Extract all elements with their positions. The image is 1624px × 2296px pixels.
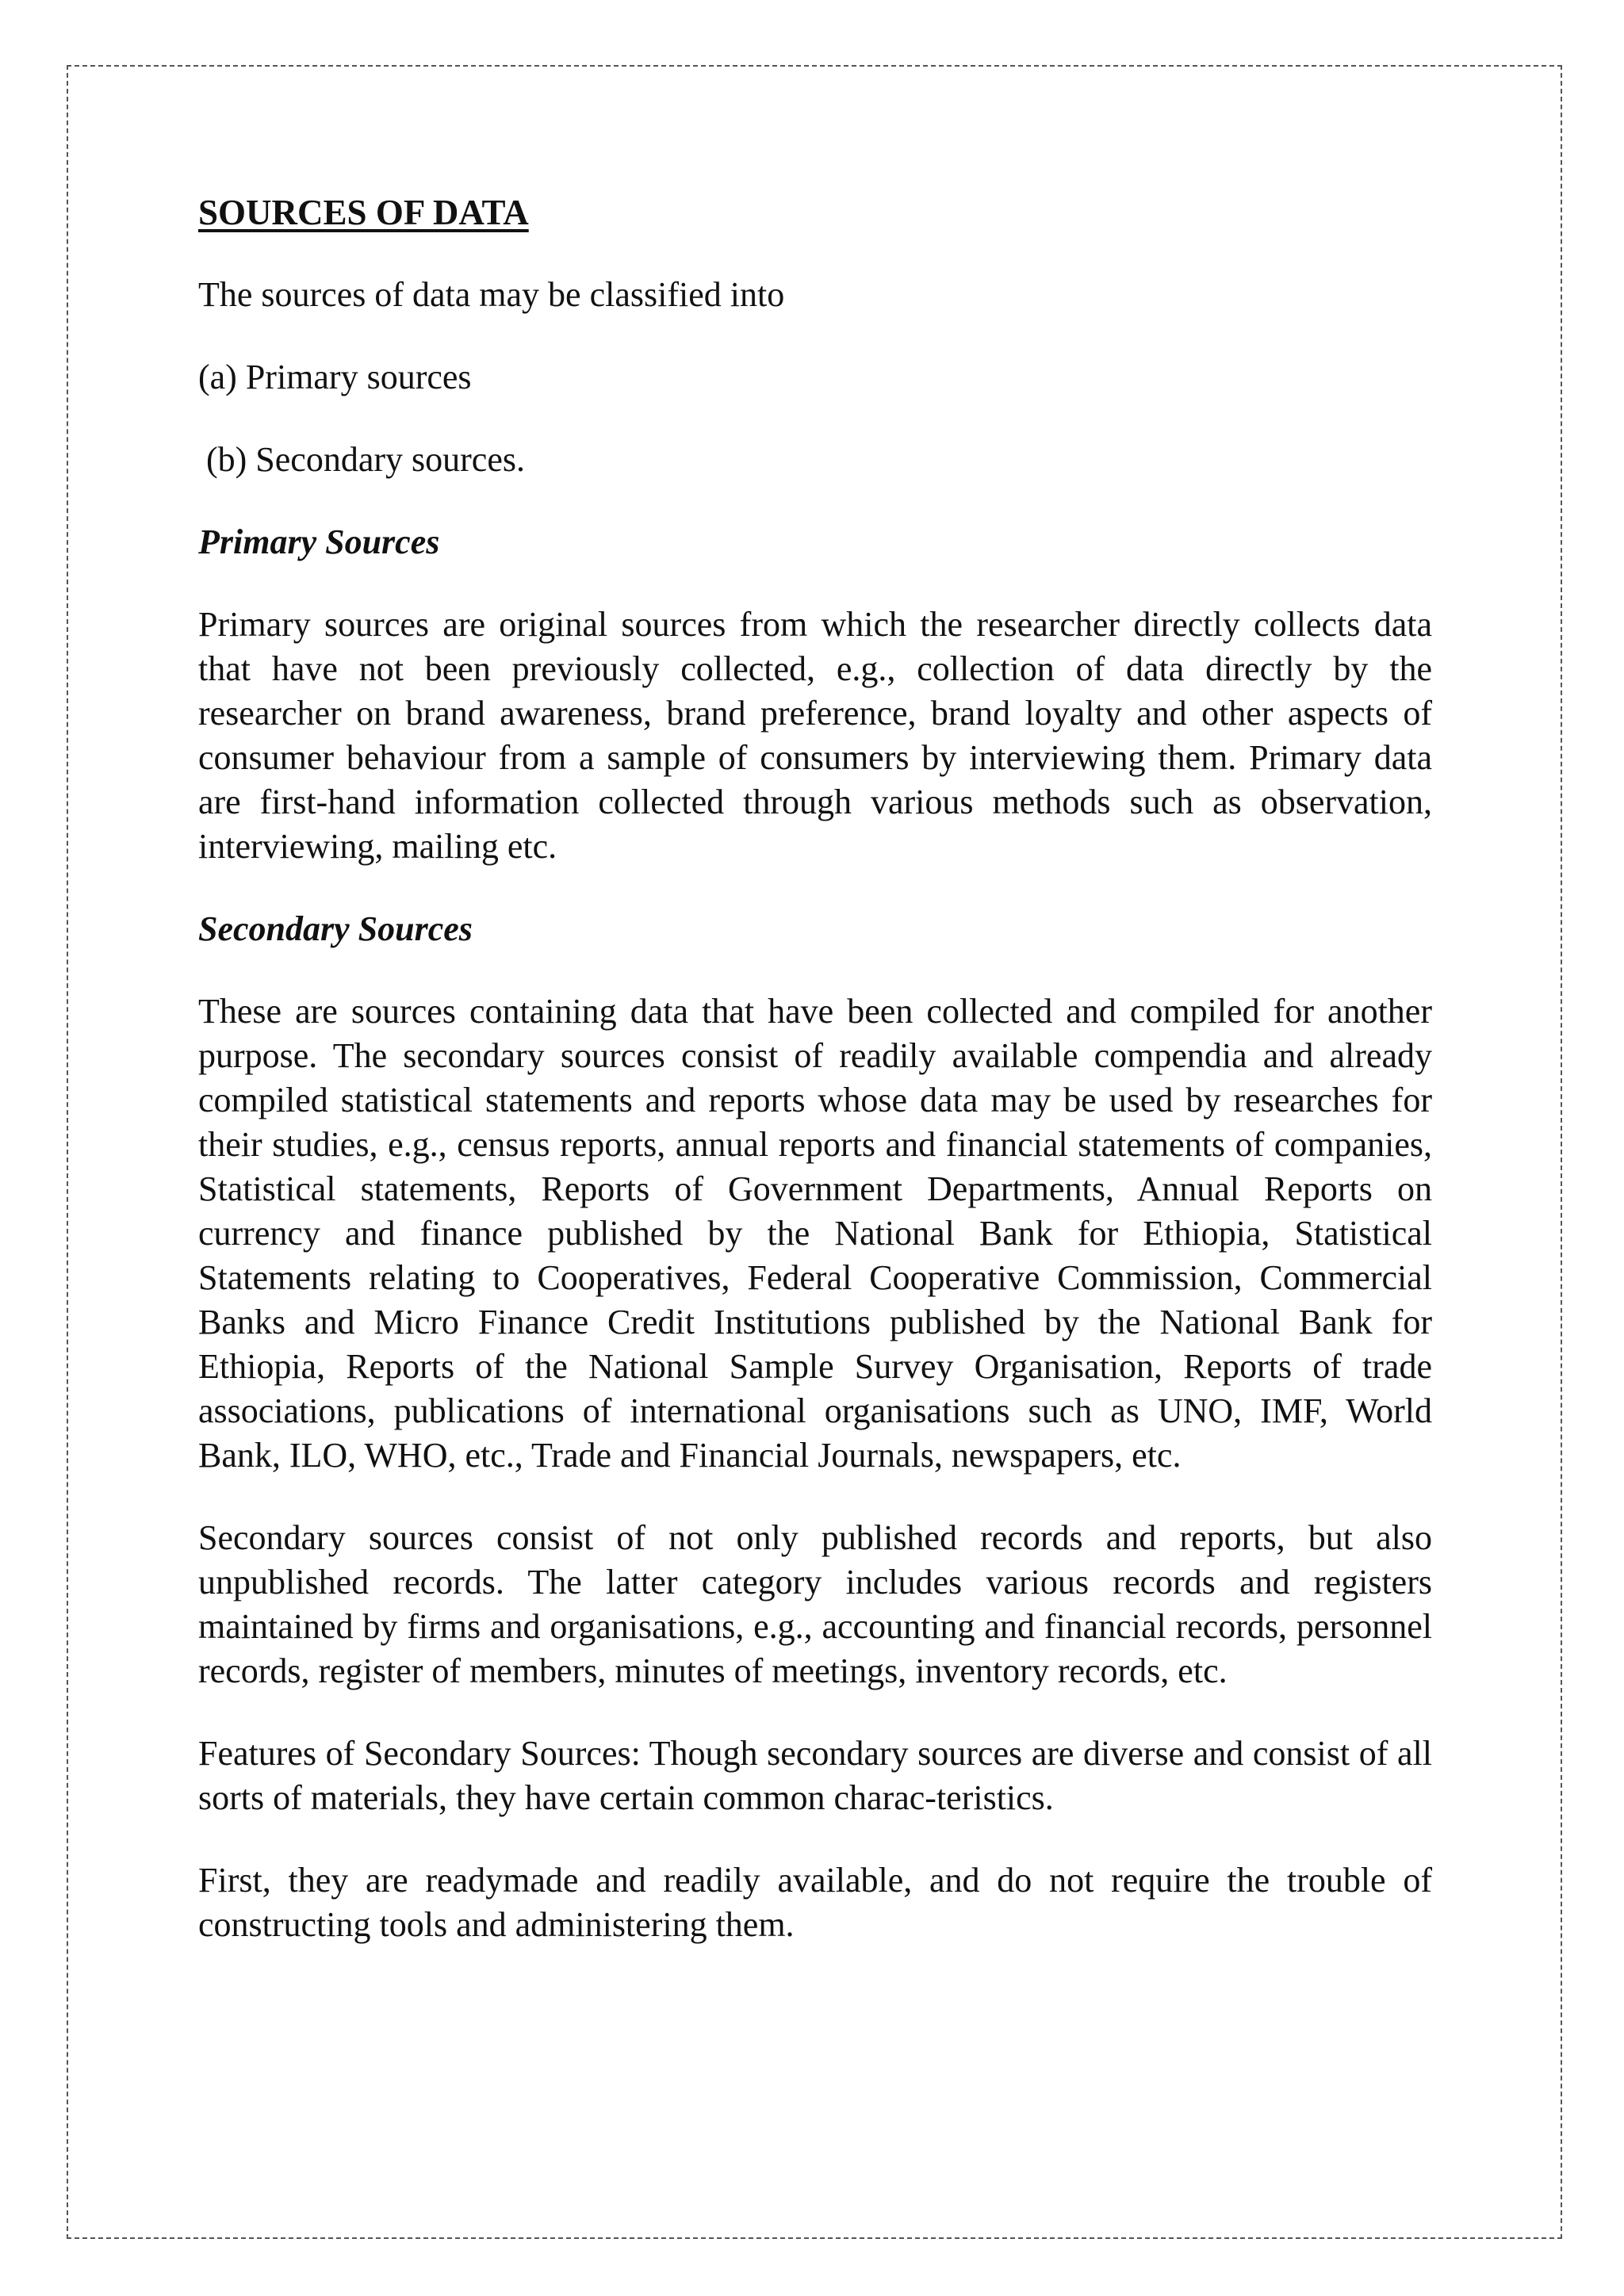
features-paragraph: Features of Secondary Sources: Though secondary sources are diverse and consist of all sorts of materials, they have certain common charac-teristics. (198, 1734, 1432, 1817)
document-body (198, 190, 1432, 1985)
list-item-primary: (a) Primary sources (198, 358, 472, 396)
intro-text: The sources of data may be classified into (198, 275, 785, 314)
list-item-secondary: (b) Secondary sources. (206, 440, 525, 479)
first-feature-paragraph: First, they are readymade and readily available, and do not require the trouble of constructing tools and administering them. (198, 1861, 1432, 1944)
secondary-sources-heading: Secondary Sources (198, 909, 473, 948)
primary-sources-paragraph: Primary sources are original sources from which the researcher directly collects data that have not been previously collected, e.g., collection of data directly by the researcher on brand awareness, brand preference, brand loyalty and other aspects of consumer behaviour from a sample of consumers by interviewing them. Primary data are first-hand information collected through various methods such as observation, interviewing, mailing etc. (198, 605, 1432, 866)
secondary-sources-paragraph-2: Secondary sources consist of not only published records and reports, but also unpublished records. The latter category includes various records and registers maintained by firms and organisations, e.g., accounting and financial records, personnel records, register of members, minutes of meetings, inventory records, etc. (198, 1518, 1432, 1690)
primary-sources-heading: Primary Sources (198, 522, 440, 561)
secondary-sources-paragraph-1: These are sources containing data that have been collected and compiled for another purpose. The secondary sources consist of readily available compendia and already compiled statistical statements and reports whose data may be used by researches for their studies, e.g., census reports, annual reports and financial statements of companies, Statistical statements, Reports of Government Departments, Annual Reports on currency and finance published by the National Bank for Ethiopia, Statistical Statements relating to Cooperatives, Federal Cooperative Commission, Commercial Banks and Micro Finance Credit Institutions published by the National Bank for Ethiopia, Reports of the National Sample Survey Organisation, Reports of trade associations, publications of international organisations such as UNO, IMF, World Bank, ILO, WHO, etc., Trade and Financial Journals, newspapers, etc. (198, 992, 1432, 1475)
page-title: SOURCES OF DATA (198, 193, 529, 232)
